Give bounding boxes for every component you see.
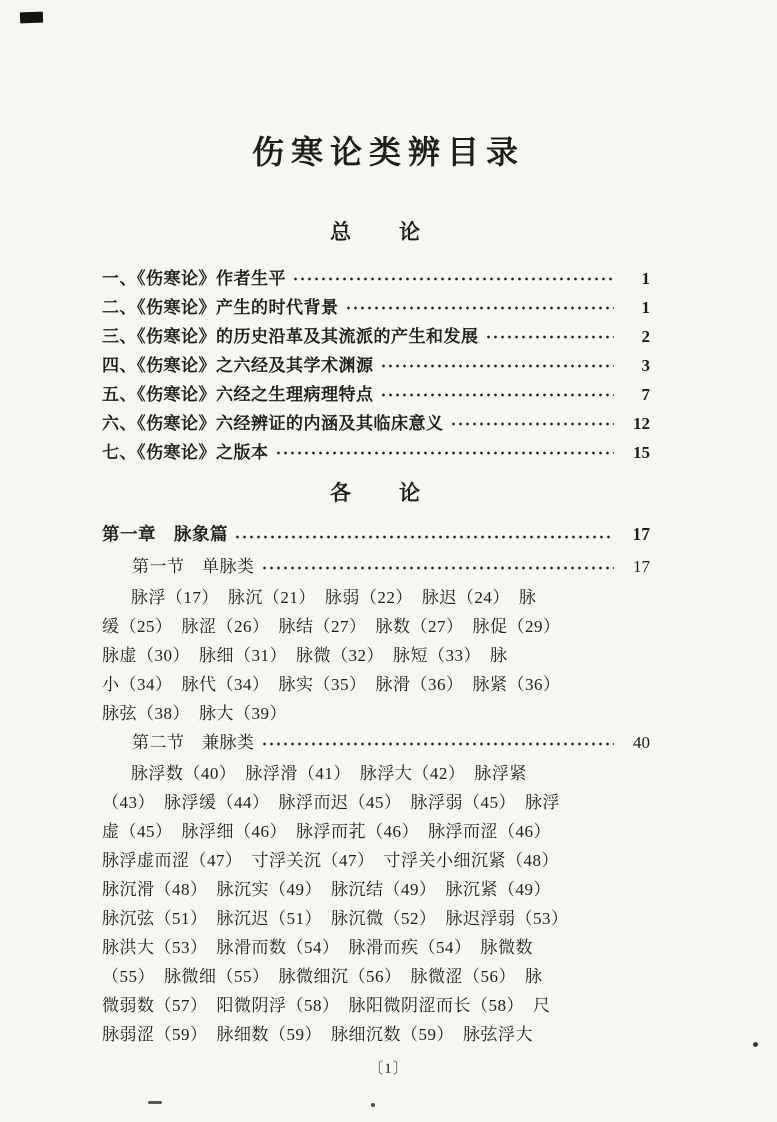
scan-speck-bottom-left [148,1101,162,1104]
toc-item-label: 三、《伤寒论》的历史沿革及其流派的产生和发展 [102,327,479,346]
toc-item-label: 六、《伤寒论》六经辨证的内涵及其临床意义 [102,414,444,433]
toc-item [102,380,650,409]
dot-leader [485,333,615,340]
content-line: 脉浮（17） 脉沉（21） 脉弱（22） 脉迟（24） 脉 [130,588,537,607]
toc-item-page: 7 [641,385,650,404]
content-line: 脉沉弦（51） 脉沉迟（51） 脉沉微（52） 脉迟浮弱（53） [102,909,569,928]
chapter-entry [102,521,650,552]
toc-item-label: 五、《伤寒论》六经之生理病理特点 [102,385,374,404]
toc-item-page: 15 [633,443,650,462]
subsection-label: 第二节 兼脉类 [132,733,255,752]
toc-item [102,438,650,467]
content-line: 脉弦（38） 脉大（39） [102,704,287,723]
content-line: 脉弱涩（59） 脉细数（59） 脉细沉数（59） 脉弦浮大 [102,1025,533,1044]
scan-speck-bottom-center [371,1103,375,1107]
toc-item-page: 2 [641,327,650,346]
general-toc-list [102,264,650,467]
toc-item [102,322,650,351]
dot-leader [292,275,614,282]
content-line: 脉浮虚而涩（47） 寸浮关沉（47） 寸浮关小细沉紧（48） [102,851,559,870]
dot-leader [275,449,615,456]
subsection-page: 17 [633,557,650,576]
content-line: 脉洪大（53） 脉滑而数（54） 脉滑而疾（54） 脉微数 [102,938,533,957]
subsection-label: 第一节 单脉类 [132,557,255,576]
toc-item-label: 七、《伤寒论》之版本 [102,443,269,462]
dot-leader [261,740,615,747]
dot-leader [450,420,615,427]
content-line: 缓（25） 脉涩（26） 脉结（27） 脉数（27） 脉促（29） [102,617,561,636]
toc-content [102,218,650,1049]
toc-item-label: 一、《伤寒论》作者生平 [102,269,286,288]
content-line: 脉虚（30） 脉细（31） 脉微（32） 脉短（33） 脉 [102,646,508,665]
content-line: 微弱数（57） 阳微阴浮（58） 脉阳微阴涩而长（58） 尺 [102,996,551,1015]
subsection-entry [102,552,650,583]
chapter-page: 17 [632,524,650,544]
content-line: 脉浮数（40） 脉浮滑（41） 脉浮大（42） 脉浮紧 [130,764,527,783]
toc-item [102,409,650,438]
dot-leader [234,533,614,540]
toc-item-label: 四、《伤寒论》之六经及其学术渊源 [102,356,374,375]
toc-item [102,351,650,380]
page-title: 伤寒论类辨目录 [251,134,525,170]
toc-item-label: 二、《伤寒论》产生的时代背景 [102,298,339,317]
toc-item [102,293,650,322]
content-line: （55） 脉微细（55） 脉微细沉（56） 脉微涩（56） 脉 [102,967,543,986]
toc-item-page: 1 [641,298,650,317]
content-line: 脉沉滑（48） 脉沉实（49） 脉沉结（49） 脉沉紧（49） [102,880,551,899]
dot-leader [261,564,615,571]
scan-speck-right [753,1042,758,1047]
dot-leader [380,362,615,369]
single-pulse-list [102,583,650,728]
toc-item-page: 12 [633,414,650,433]
section-heading-general: 总 论 [330,220,422,244]
chapter-label: 第一章 脉象篇 [102,524,228,544]
dot-leader [345,304,615,311]
content-line: 虚（45） 脉浮细（46） 脉浮而芤（46） 脉浮而涩（46） [102,822,551,841]
dot-leader [380,391,615,398]
toc-item-page: 1 [641,269,650,288]
combined-pulse-list [102,759,650,1049]
content-line: 小（34） 脉代（34） 脉实（35） 脉滑（36） 脉紧（36） [102,675,561,694]
subsection-entry [102,728,650,759]
content-line: （43） 脉浮缓（44） 脉浮而迟（45） 脉浮弱（45） 脉浮 [102,793,560,812]
page-number: 〔1〕 [368,1061,409,1077]
section-heading-specific: 各 论 [330,481,422,505]
toc-item-page: 3 [641,356,650,375]
subsection-page: 40 [633,733,650,752]
toc-item [102,264,650,293]
ink-smudge-top-left [20,12,43,24]
